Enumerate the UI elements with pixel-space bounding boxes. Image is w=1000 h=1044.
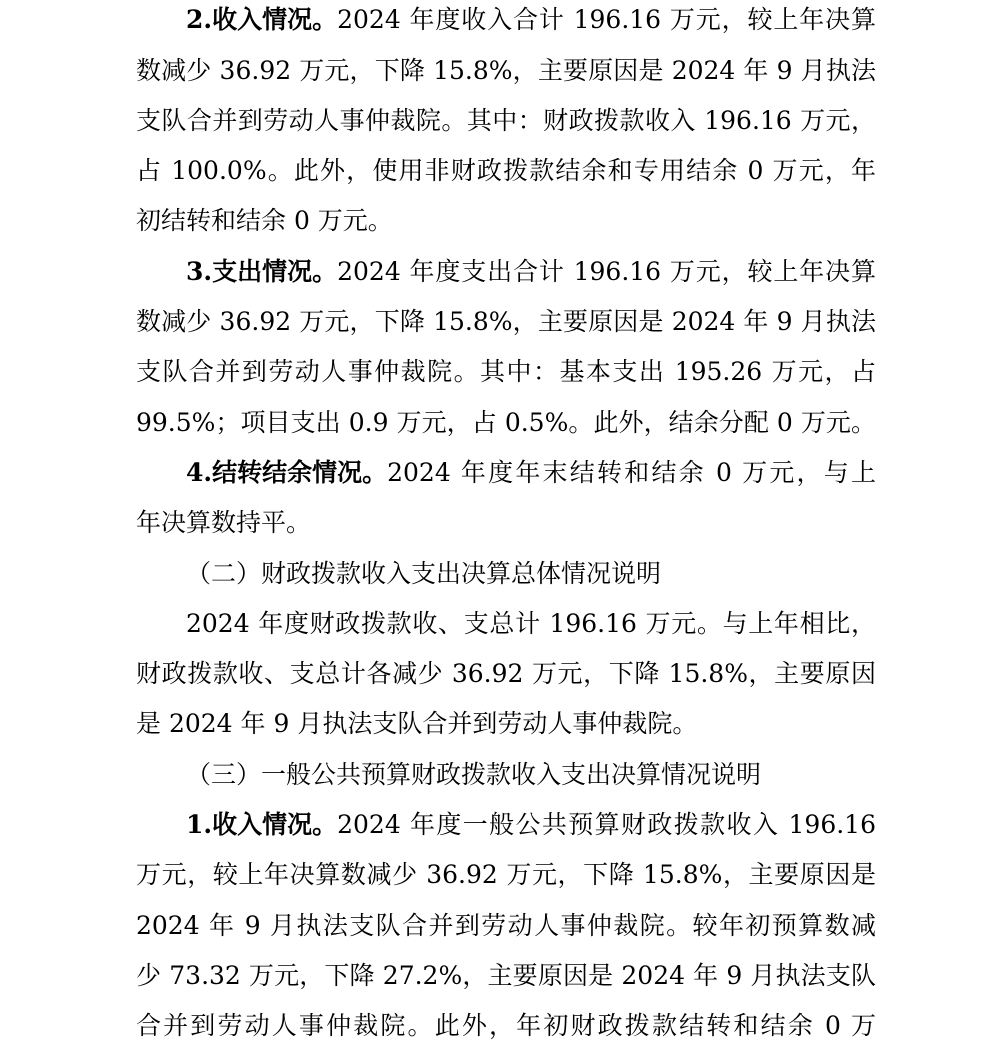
- income-line-4-text: 占 100.0%。此外，使用非财政拨款结余和专用结余 0 万元，年: [136, 156, 876, 185]
- income-para-line-4: [136, 153, 876, 189]
- expense-para-line-4: [136, 405, 876, 441]
- subsection-3-line-5-text: 合并到劳动人事仲裁院。此外，年初财政拨款结转和结余 0 万: [136, 1011, 876, 1040]
- expense-heading: 3.支出情况。: [186, 257, 338, 286]
- subsection-2-title: （二）财政拨款收入支出决算总体情况说明: [186, 559, 662, 588]
- income-para-line-3: [136, 103, 876, 139]
- subsection-2-line-1-text: 2024 年度财政拨款收、支总计 196.16 万元。与上年相比，: [186, 609, 876, 638]
- subsection-3-heading: 1.收入情况。: [186, 810, 338, 839]
- expense-line-4-text: 99.5%；项目支出 0.9 万元，占 0.5%。此外，结余分配 0 万元。: [136, 408, 876, 437]
- expense-para-line-1: [186, 254, 876, 290]
- income-para-line-2: [136, 53, 876, 89]
- subsection-3-line-1: [186, 807, 876, 843]
- expense-line-2-text: 数减少 36.92 万元，下降 15.8%，主要原因是 2024 年 9 月执法: [136, 307, 876, 336]
- carryover-para-line-2: 年决算数持平。: [136, 508, 312, 537]
- income-para-line-1: [186, 2, 876, 38]
- income-heading: 2.收入情况。: [186, 5, 338, 34]
- subsection-3-line-2-text: 万元，较上年决算数减少 36.92 万元，下降 15.8%，主要原因是: [136, 860, 876, 889]
- subsection-2-line-2: [136, 656, 876, 692]
- subsection-2-line-1: [186, 606, 876, 642]
- subsection-2-line-2-text: 财政拨款收、支总计各减少 36.92 万元，下降 15.8%，主要原因: [136, 659, 876, 688]
- carryover-line-1-text: 2024 年度年末结转和结余 0 万元，与上: [387, 458, 876, 487]
- subsection-3-line-3-text: 2024 年 9 月执法支队合并到劳动人事仲裁院。较年初预算数减: [136, 911, 876, 940]
- carryover-para-line-1: [186, 455, 876, 491]
- subsection-2-line-3: 是 2024 年 9 月执法支队合并到劳动人事仲裁院。: [136, 709, 698, 738]
- income-line-2-text: 数减少 36.92 万元，下降 15.8%，主要原因是 2024 年 9 月执法: [136, 56, 876, 85]
- subsection-3-line-2: [136, 857, 876, 893]
- carryover-heading: 4.结转结余情况。: [186, 458, 388, 487]
- subsection-3-line-4: [136, 958, 876, 994]
- income-para-line-5: 初结转和结余 0 万元。: [136, 206, 393, 235]
- expense-line-1-text: 2024 年度支出合计 196.16 万元，较上年决算: [337, 257, 876, 286]
- subsection-3-line-1-text: 2024 年度一般公共预算财政拨款收入 196.16: [337, 810, 876, 839]
- subsection-3-line-3: [136, 908, 876, 944]
- expense-para-line-3: [136, 354, 876, 390]
- income-line-3-text: 支队合并到劳动人事仲裁院。其中：财政拨款收入 196.16 万元，: [136, 106, 876, 135]
- subsection-3-line-5: [136, 1008, 876, 1044]
- subsection-3-title: （三）一般公共预算财政拨款收入支出决算情况说明: [186, 760, 762, 789]
- expense-para-line-2: [136, 304, 876, 340]
- subsection-3-line-4-text: 少 73.32 万元，下降 27.2%，主要原因是 2024 年 9 月执法支队: [136, 961, 876, 990]
- income-line-1-text: 2024 年度收入合计 196.16 万元，较上年决算: [337, 5, 876, 34]
- expense-line-3-text: 支队合并到劳动人事仲裁院。其中：基本支出 195.26 万元，占: [136, 357, 876, 386]
